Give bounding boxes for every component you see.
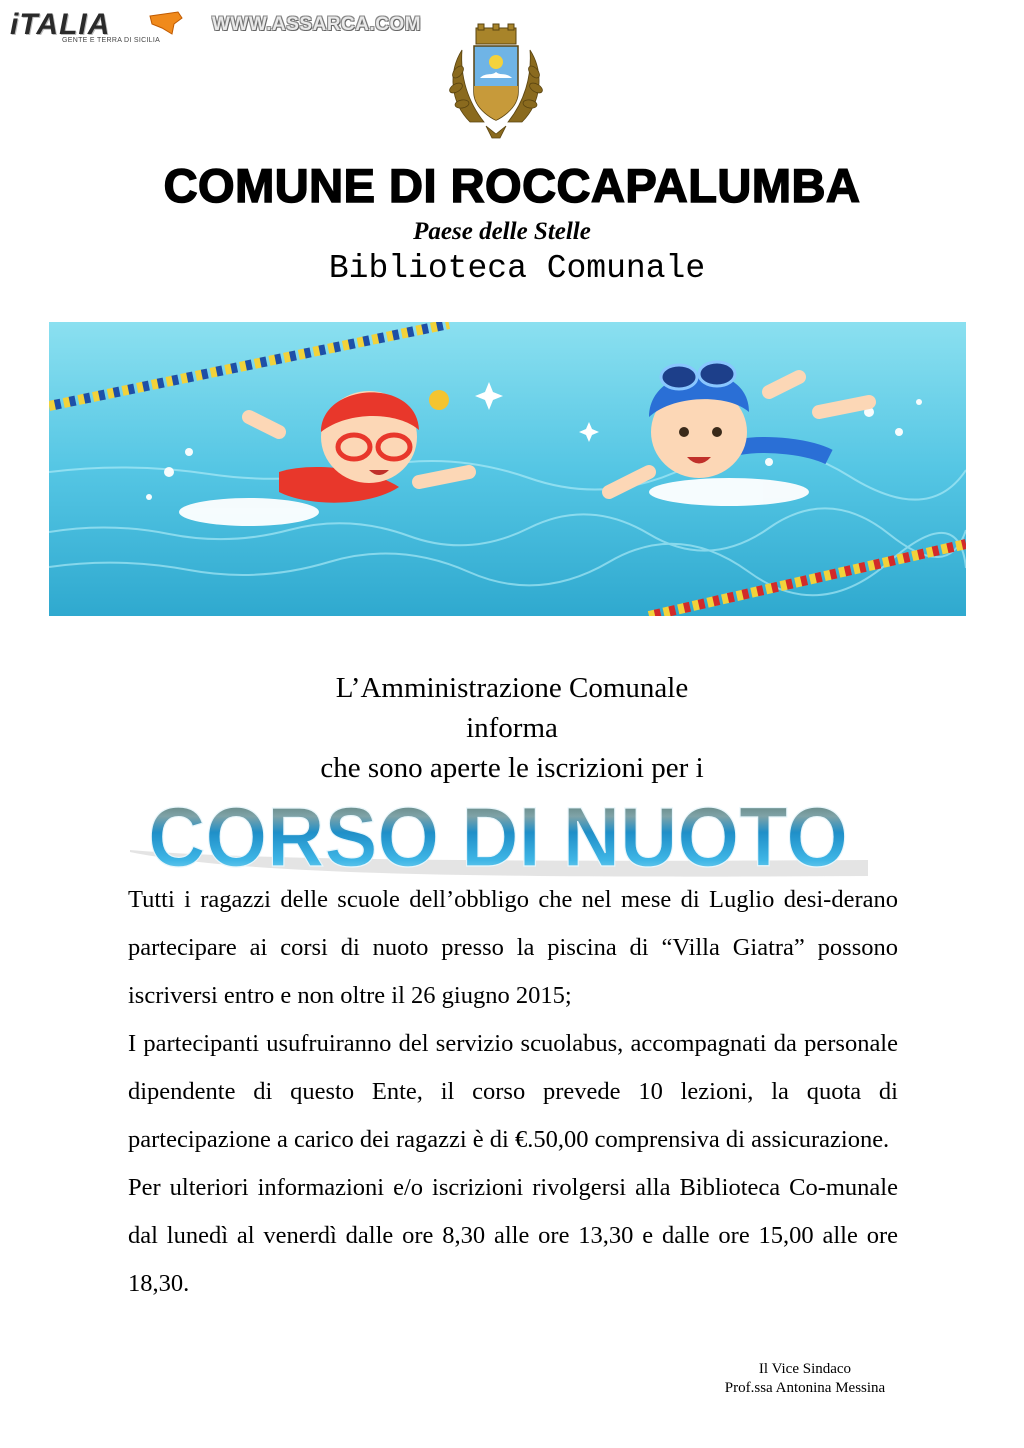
signature-block	[690, 1360, 920, 1398]
signature-name: Prof.ssa Antonina Messina	[724, 1380, 886, 1396]
italia-logo-subtitle: GENTE E TERRA DI SICILIA	[62, 37, 161, 44]
municipality-motto: Paese delle Stelle	[413, 218, 591, 245]
paragraph-details: I partecipanti usufruiranno del servizio scuolabus, accompagnati da personale dipendente di questo Ente, il corso prevede 10 lezioni, la quota di partecipazione a carico dei ragazzi è di €.50,00 comprensiva di assicurazione.	[128, 1030, 898, 1153]
announcement-body	[128, 876, 898, 1308]
paragraph-contacts: Per ulteriori informazioni e/o iscrizioni rivolgersi alla Biblioteca Co-munale dal lunedì al venerdì dalle ore 8,30 alle ore 13,30 e dalle ore 15,00 alle ore 18,30.	[128, 1174, 898, 1297]
paragraph-eligibility: Tutti i ragazzi delle scuole dell’obbligo che nel mese di Luglio desi-derano partecipare ai corsi di nuoto presso la piscina di “Villa Giatra” possono iscriversi entro e non oltre il 26 giugno 2015;	[128, 886, 898, 1009]
signature-role: Il Vice Sindaco	[758, 1361, 852, 1377]
municipality-title: COMUNE DI ROCCAPALUMBA	[163, 159, 861, 212]
course-headline-text: CORSO DI NUOTO	[148, 790, 848, 880]
intro-line-1: L’Amministrazione Comunale	[335, 672, 689, 704]
sicily-map-icon	[148, 10, 184, 36]
municipal-crest-icon	[440, 22, 552, 140]
intro-line-2: informa	[466, 712, 558, 744]
watermark	[0, 0, 470, 46]
library-subtitle: Biblioteca Comunale	[328, 250, 706, 287]
site-url: WWW.ASSARCA.COM	[212, 14, 422, 35]
italia-logo: iTALIA	[10, 8, 111, 41]
course-headline	[128, 790, 868, 880]
swimming-kids-illustration	[49, 322, 966, 616]
intro-line-3: che sono aperte le iscrizioni per i	[320, 752, 704, 784]
